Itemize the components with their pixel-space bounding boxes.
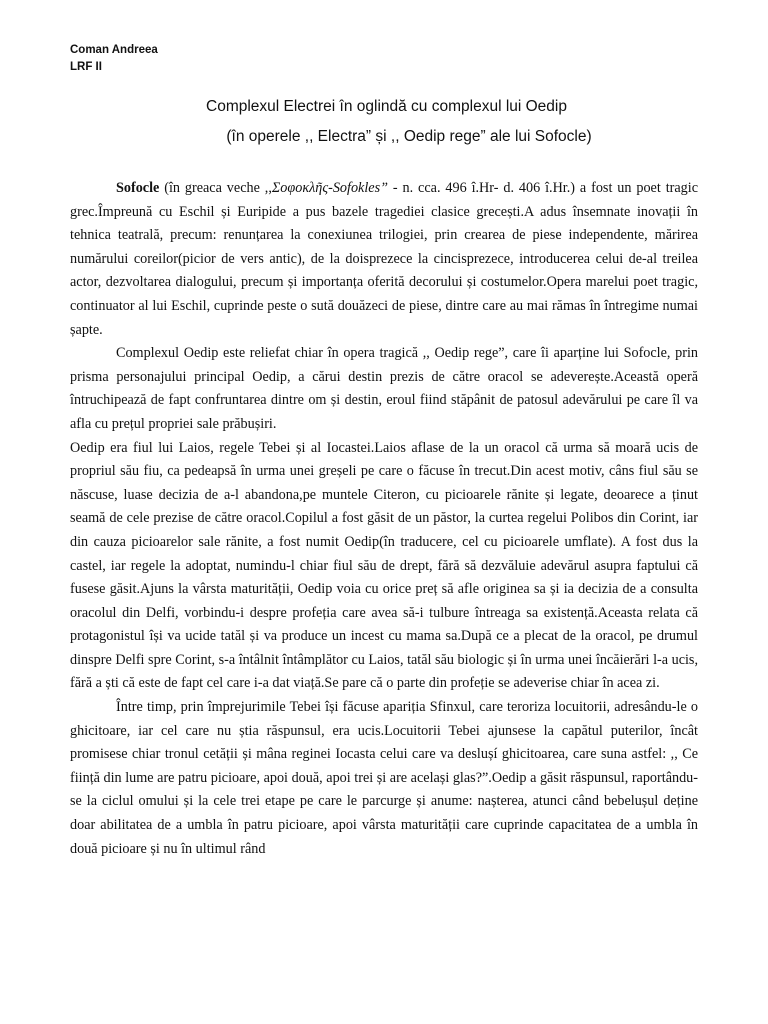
author-group: LRF II: [70, 61, 102, 73]
document-title: [60, 92, 708, 152]
paragraph-1-lead: Sofocle: [116, 180, 160, 196]
title-line-1: Complexul Electrei în oglindă cu complexul lui Oedip: [206, 98, 567, 115]
title-line-2: (în operele ,, Electra” și ,, Oedip rege” ale lui Sofocle): [226, 128, 592, 145]
paragraph-1-part-a: (în greaca veche ,,: [159, 180, 272, 196]
document-body: [70, 177, 698, 861]
paragraph-2: Complexul Oedip este reliefat chiar în opera tragică ,, Oedip rege”, care îi aparține lui Sofocle, prin prisma personajului principal Oedip, a cărui destin prezis de către oracol se adeverește.Această operă întruchipează de fapt confruntarea dintre om și destin, eroul fiind stăpânit de patosul adevărului pe care îl va afla cu prețul propriei sale prăbușiri.: [70, 345, 698, 432]
paragraph-4: Între timp, prin împrejurimile Tebei își făcuse apariția Sfinxul, care teroriza locuitorii, adresându-le o ghicitoare, iar cel care nu știa răspunsul, era ucis.Locuitorii Tebei ajunsese la capătul puterilor, încât promisese chiar tronul cetății și mâna reginei Iocasta celui care va deslușí ghicitoarea, care suna astfel: ,, Ce ființă din lume are patru picioare, apoi două, apoi trei și are același glas?”.Oedip a găsit răspunsul, raportându-se la ciclul omului și la cele trei etape pe care le parcurge și anume: nașterea, atunci când bebelușul deține doar abilitatea de a umbla în patru picioare, apoi vârsta maturității care cuprinde capacitatea de a umbla în două picioare și nu în ultimul rând: [70, 699, 698, 857]
paragraph-1: [70, 177, 698, 342]
author-block: [70, 42, 158, 76]
author-name: Coman Andreea: [70, 44, 158, 56]
paragraph-1-part-b: - n. cca. 496 î.Hr- d. 406 î.Hr.) a fost un poet tragic grec.Împreună cu Eschil și Euripide a pus bazele tragediei clasice grecești.A adus însemnate inovații în tehnica teatrală, precum: renunțarea la conexiunea trilogiei, prin crearea de piese independente, mărirea numărului coreilor(picior de vers antic), de la doisprezece la cincisprezece, introducerea celui de-al treilea actor, dezvoltarea dialogului, precum și importanța oferită decorului și costumelor.Opera marelui poet tragic, continuator al lui Eschil, cuprinde peste o sută douăzeci de piese, dintre care au mai rămas în întregime numai șapte.: [70, 180, 698, 338]
paragraph-3: Oedip era fiul lui Laios, regele Tebei și al Iocastei.Laios aflase de la un oracol că urma să moară ucis de propriul său fiu, ca pedeapsă în urma unei greșeli pe care o făcuse în trecut.Din acest motiv, câns fiul său se născuse, luase decizia de a-l abandona,pe muntele Citeron, cu picioarele rănite și legate, deoarece a ținut seamă de cele prezise de către oracol.Copilul a fost găsit de un păstor, la curtea regelui Polibos din Corint, iar din cauza picioarelor sale rănite, a fost numit Oedip(în traducere, cel cu picioarele umflate). A fost dus la castel, iar regele la adoptat, numindu-l chiar fiul său de drept, fără să dezvăluie adevărul asupra faptului că fusese găsit.Ajuns la vârsta maturității, Oedip voia cu orice preț să afle originea sa și ia decizia de a consulta oracolul din Delfi, vorbindu-i despre profeția care avea să-i tulbure întreaga sa existență.Aceasta relata că protagonistul își va ucide tatăl și va produce un incest cu mama sa.După ce a plecat de la oracol, pe drumul dinspre Delfi spre Corint, s-a întâlnit întâmplător cu Laios, tatăl său biologic și în urma unei încăierări l-a ucis, fără a ști că este de fapt cel care i-a dat viață.Se pare că o parte din profeție se adeverise chiar în acea zi.: [70, 439, 698, 692]
greek-name: Σοφοκλῆς-Sofokles”: [271, 180, 388, 196]
